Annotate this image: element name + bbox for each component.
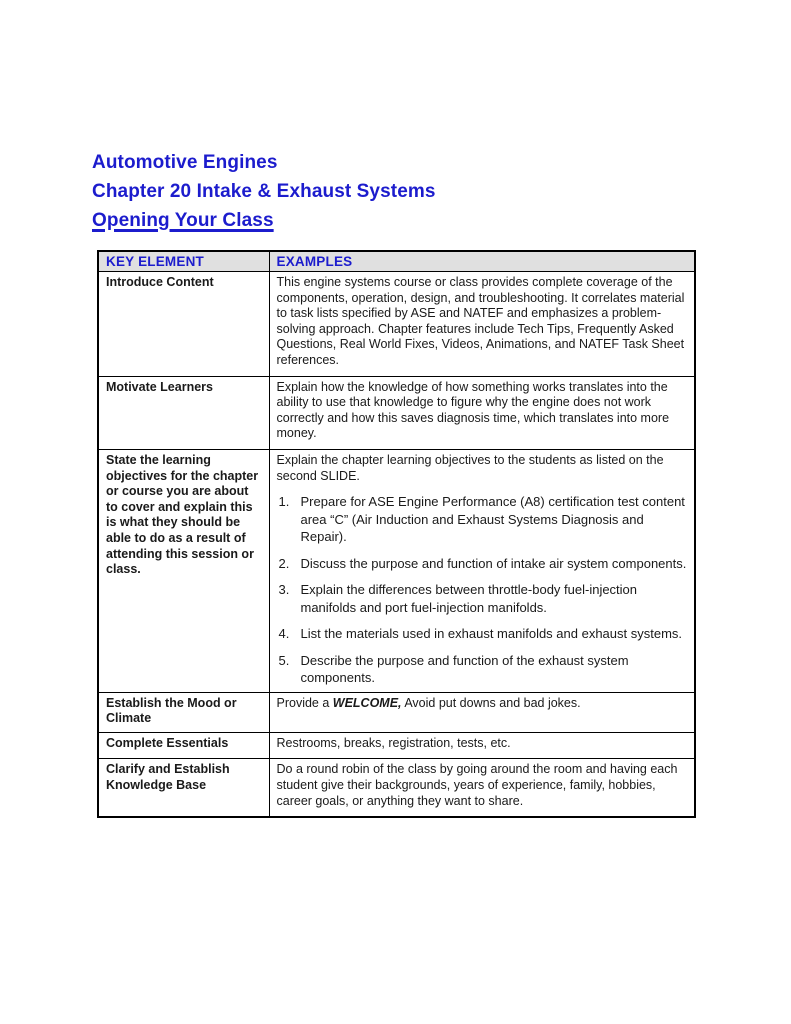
list-item-number: 2. xyxy=(278,555,290,571)
doc-title-line1: Automotive Engines xyxy=(92,152,278,173)
col-header-examples: EXAMPLES xyxy=(269,251,695,272)
table-header-row xyxy=(98,251,695,272)
list-item-text: Describe the purpose and function of the exhaust system components. xyxy=(300,652,629,686)
list-item-text: Explain the differences between throttle-body fuel-injection manifolds and port fuel-injection manifolds. xyxy=(300,582,638,615)
doc-title-line2: Chapter 20 Intake & Exhaust Systems xyxy=(92,181,436,202)
key-cell: Complete Essentials xyxy=(98,732,269,759)
key-cell: Establish the Mood or Climate xyxy=(98,692,269,732)
example-cell xyxy=(269,692,695,732)
list-item-number: 5. xyxy=(278,652,290,668)
table-row xyxy=(98,449,695,692)
numbered-list-item xyxy=(279,493,688,546)
key-element-table xyxy=(97,250,696,818)
table-row xyxy=(98,759,695,817)
example-cell xyxy=(269,732,695,759)
example-paragraph: Do a round robin of the class by going around the room and having each student give their backgrounds, years of experience, family, hobbies, career goals, or anything they want to share. xyxy=(276,762,678,808)
col-header-key-element: KEY ELEMENT xyxy=(98,251,269,272)
rich-suffix: Avoid put downs and bad jokes. xyxy=(401,695,581,710)
rich-prefix: Provide a xyxy=(276,695,333,710)
list-item-number: 3. xyxy=(278,582,290,598)
example-paragraph xyxy=(277,696,688,712)
example-cell xyxy=(269,759,695,817)
list-item-text: Prepare for ASE Engine Performance (A8) certification test content area “C” (Air Induction and Exhaust Systems Diagnosis and Repair). xyxy=(300,494,685,545)
rich-emphasis: WELCOME, xyxy=(332,695,402,710)
list-item-number: 4. xyxy=(278,626,290,642)
document-heading xyxy=(92,148,692,235)
example-cell xyxy=(269,376,695,449)
list-item-text: Discuss the purpose and function of intake air system components. xyxy=(300,555,687,571)
list-item-text: List the materials used in exhaust manifolds and exhaust systems. xyxy=(300,626,683,642)
example-cell xyxy=(269,449,695,692)
table-row xyxy=(98,272,695,377)
key-cell: Introduce Content xyxy=(98,272,269,377)
doc-subtitle: Opening Your Class xyxy=(92,210,274,231)
key-cell: Clarify and Establish Knowledge Base xyxy=(98,759,269,817)
table-row xyxy=(98,376,695,449)
key-cell: State the learning objectives for the chapter or course you are about to cover and explain this is what they should be able to do as a result of attending this session or class. xyxy=(98,449,269,692)
example-paragraph: This engine systems course or class provides complete coverage of the components, operation, design, and troubleshooting. It correlates material to task lists specified by ASE and NATEF and emphasizes a problem-solving approach. Chapter features include Tech Tips, Frequently Asked Questions, Real World Fixes, Videos, Animations, and NATEF Task Sheet references. xyxy=(276,275,685,367)
numbered-list-item xyxy=(279,555,688,573)
key-cell: Motivate Learners xyxy=(98,376,269,449)
table-row xyxy=(98,692,695,732)
example-paragraph: Explain how the knowledge of how something works translates into the ability to use that knowledge to figure why the engine does not work correctly and how this saves diagnosis time, which translates into more money. xyxy=(276,379,670,441)
numbered-list-item xyxy=(279,652,688,687)
table-row xyxy=(98,732,695,759)
numbered-list-item xyxy=(279,581,688,616)
list-item-number: 1. xyxy=(278,494,290,510)
numbered-list-item xyxy=(279,625,688,643)
example-paragraph: Restrooms, breaks, registration, tests, etc. xyxy=(276,735,511,750)
example-paragraph: Explain the chapter learning objectives to the students as listed on the second SLIDE. xyxy=(276,452,664,483)
example-cell xyxy=(269,272,695,377)
table-body xyxy=(98,272,695,818)
